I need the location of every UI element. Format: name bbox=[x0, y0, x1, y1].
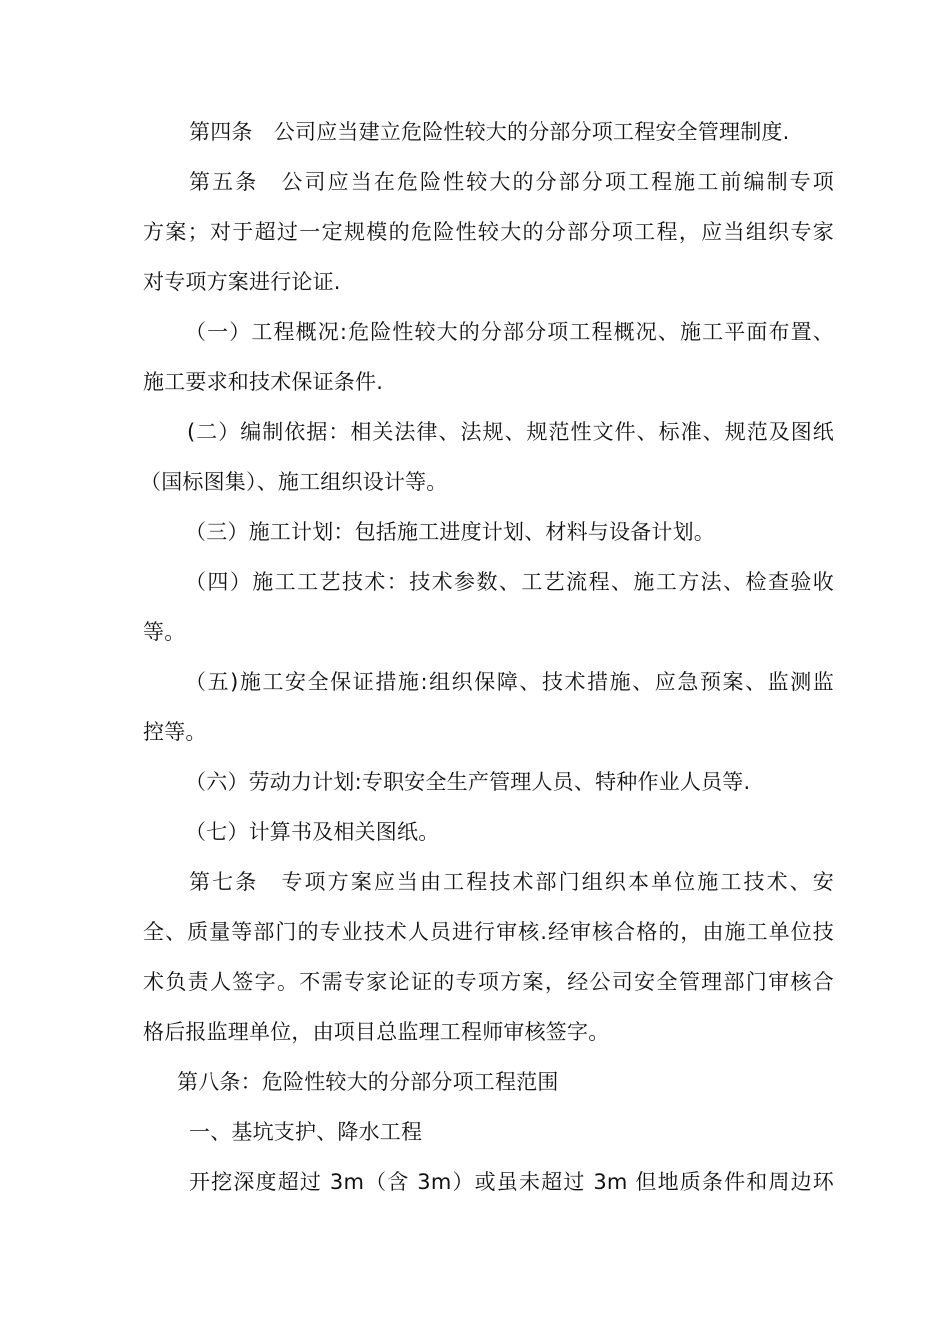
section-heading-1: 一、基坑支护、降水工程 bbox=[189, 1120, 423, 1144]
text-line-article-7: 第七条 专项方案应当由工程技术部门组织本单位施工技术、安 bbox=[189, 870, 834, 894]
text-line: 等。 bbox=[143, 620, 186, 644]
text-line-item-1: （一）工程概况:危险性较大的分部分项工程概况、施工平面布置、 bbox=[185, 320, 834, 344]
text-line-item-5: （五)施工安全保证措施:组织保障、技术措施、应急预案、监测监 bbox=[185, 670, 834, 694]
text-line: 全、质量等部门的专业技术人员进行审核.经审核合格的，由施工单位技 bbox=[143, 920, 834, 944]
text-line-article-8: 第八条：危险性较大的分部分项工程范围 bbox=[177, 1070, 559, 1094]
text-line: 术负责人签字。不需专家论证的专项方案，经公司安全管理部门审核合 bbox=[143, 970, 834, 994]
text-line-item-2: (二）编制依据：相关法律、法规、规范性文件、标准、规范及图纸 bbox=[187, 420, 834, 444]
text-line-article-4: 第四条 公司应当建立危险性较大的分部分项工程安全管理制度. bbox=[189, 120, 790, 144]
text-line-item-3: （三）施工计划：包括施工进度计划、材料与设备计划。 bbox=[185, 520, 715, 544]
text-line: 对专项方案进行论证. bbox=[143, 270, 341, 294]
text-line: 控等。 bbox=[143, 720, 207, 744]
text-line-item-4: （四）施工工艺技术：技术参数、工艺流程、施工方法、检查验收 bbox=[185, 570, 834, 594]
text-line: 格后报监理单位，由项目总监理工程师审核签字。 bbox=[143, 1020, 610, 1044]
text-line-item-6: （六）劳动力计划:专职安全生产管理人员、特种作业人员等. bbox=[185, 770, 751, 794]
text-line: （国标图集）、施工组织设计等。 bbox=[140, 470, 448, 494]
text-line-item-7: （七）计算书及相关图纸。 bbox=[185, 820, 440, 844]
text-line: 方案；对于超过一定规模的危险性较大的分部分项工程，应当组织专家 bbox=[143, 220, 834, 244]
text-line: 施工要求和技术保证条件. bbox=[143, 370, 384, 394]
text-line: 开挖深度超过 3m（含 3m）或虽未超过 3m 但地质条件和周边环 bbox=[189, 1170, 834, 1194]
text-line-article-5: 第五条 公司应当在危险性较大的分部分项工程施工前编制专项 bbox=[189, 170, 834, 194]
